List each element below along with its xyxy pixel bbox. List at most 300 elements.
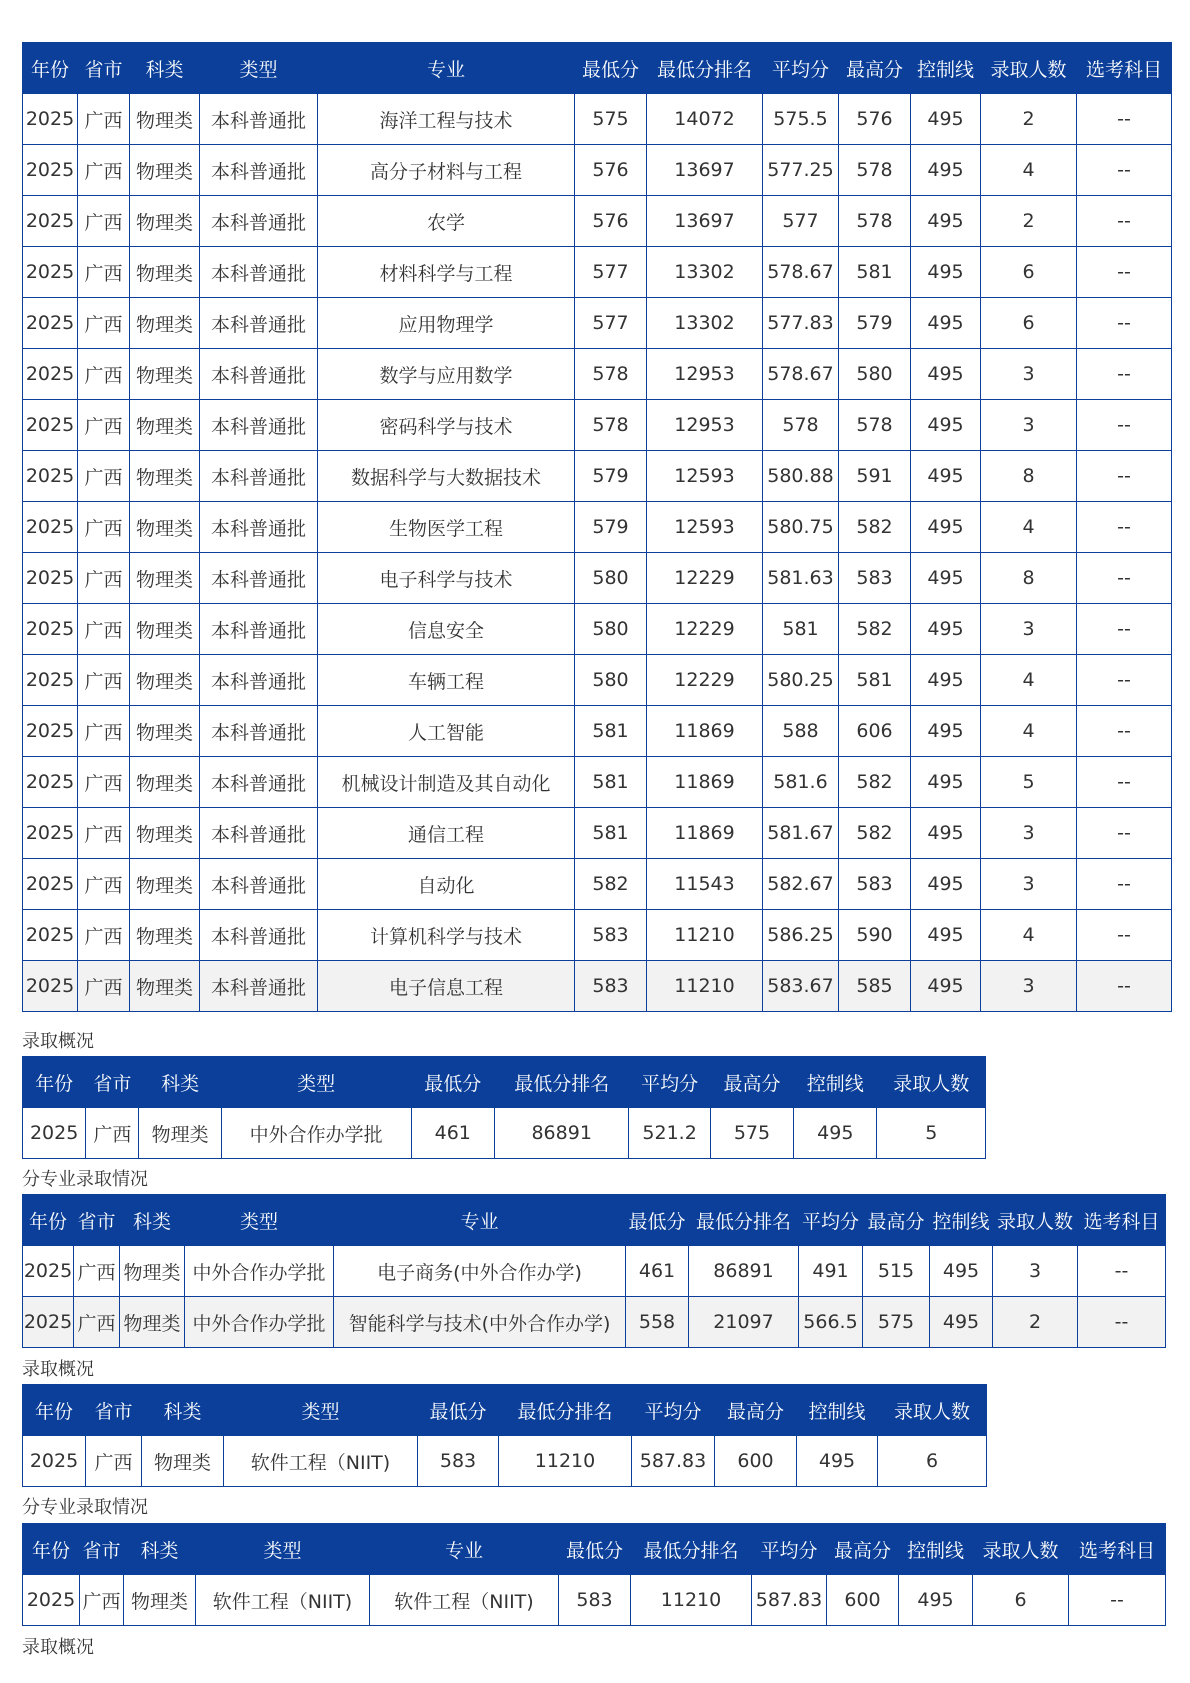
column-header: 科类 <box>130 43 200 94</box>
column-header: 年份 <box>23 1524 80 1575</box>
table-header-row <box>23 1385 987 1436</box>
table-cell: 物理类 <box>130 808 200 859</box>
column-header: 控制线 <box>794 1057 877 1108</box>
table-cell: 软件工程（NIIT) <box>370 1575 559 1626</box>
table-cell: 本科普通批 <box>200 247 318 298</box>
table-cell: -- <box>1077 859 1172 910</box>
table-cell: 578 <box>839 196 911 247</box>
column-header: 选考科目 <box>1078 1195 1166 1246</box>
table-cell: 495 <box>911 757 981 808</box>
table-cell: 广西 <box>78 655 130 706</box>
column-header: 最低分 <box>411 1057 494 1108</box>
table-cell: 12953 <box>647 400 763 451</box>
table-cell: 中外合作办学批 <box>221 1108 411 1159</box>
table-cell: 3 <box>981 400 1077 451</box>
table-cell: 物理类 <box>130 655 200 706</box>
column-header: 类型 <box>200 43 318 94</box>
column-header: 专业 <box>318 43 575 94</box>
table-cell: 558 <box>626 1297 689 1348</box>
column-header: 平均分 <box>799 1195 863 1246</box>
section-label-major-admission: 分专业录取情况 <box>22 1497 148 1518</box>
table-cell: 578.67 <box>763 349 839 400</box>
table-cell: 8 <box>981 553 1077 604</box>
table-cell: 21097 <box>689 1297 799 1348</box>
table-cell: 461 <box>626 1246 689 1297</box>
table-cell: 广西 <box>78 859 130 910</box>
table-cell: 495 <box>911 298 981 349</box>
table-cell: 2025 <box>23 349 78 400</box>
table-cell: 580 <box>575 604 647 655</box>
table-cell: 2025 <box>23 910 78 961</box>
table-cell: 583 <box>575 910 647 961</box>
table-cell: 582 <box>839 604 911 655</box>
table-cell: 14072 <box>647 94 763 145</box>
table-cell: 11210 <box>631 1575 752 1626</box>
table-cell: 11543 <box>647 859 763 910</box>
table-cell: 581 <box>763 604 839 655</box>
column-header: 最高分 <box>715 1385 797 1436</box>
table-cell: 580 <box>575 655 647 706</box>
table-cell: -- <box>1077 655 1172 706</box>
table-cell: 581 <box>575 808 647 859</box>
table-cell: 机械设计制造及其自动化 <box>318 757 575 808</box>
table-row <box>23 400 1172 451</box>
column-header: 最低分排名 <box>494 1057 629 1108</box>
column-header: 最低分 <box>559 1524 631 1575</box>
table-cell: 电子商务(中外合作办学) <box>334 1246 626 1297</box>
table-cell: 2025 <box>23 94 78 145</box>
table-cell: 11869 <box>647 808 763 859</box>
table-cell: 577 <box>575 298 647 349</box>
table-cell: 物理类 <box>130 553 200 604</box>
table-cell: 4 <box>981 145 1077 196</box>
table-cell: 通信工程 <box>318 808 575 859</box>
table-cell: 583 <box>839 859 911 910</box>
table-cell: 11210 <box>499 1436 632 1487</box>
table-cell: 2 <box>981 196 1077 247</box>
table-cell: 人工智能 <box>318 706 575 757</box>
table-cell: 生物医学工程 <box>318 502 575 553</box>
column-header: 类型 <box>224 1385 418 1436</box>
table-row <box>23 502 1172 553</box>
table-cell: 2 <box>993 1297 1078 1348</box>
table-cell: 495 <box>911 910 981 961</box>
table-cell: 515 <box>863 1246 930 1297</box>
table-cell: 495 <box>911 706 981 757</box>
table-cell: 本科普通批 <box>200 400 318 451</box>
table-cell: 中外合作办学批 <box>185 1297 334 1348</box>
table-cell: 2025 <box>23 1246 74 1297</box>
table-cell: 物理类 <box>130 859 200 910</box>
table-cell: 4 <box>981 502 1077 553</box>
table-row <box>23 859 1172 910</box>
table-row <box>23 910 1172 961</box>
table-cell: 582.67 <box>763 859 839 910</box>
table-row <box>23 1246 1166 1297</box>
table-cell: 2025 <box>23 1297 74 1348</box>
table-cell: 580.25 <box>763 655 839 706</box>
table-cell: -- <box>1077 247 1172 298</box>
table-cell: 数学与应用数学 <box>318 349 575 400</box>
column-header: 年份 <box>23 1057 86 1108</box>
table-cell: 12593 <box>647 451 763 502</box>
table-cell: 本科普通批 <box>200 298 318 349</box>
table-cell: 583 <box>559 1575 631 1626</box>
table-cell: 2025 <box>23 553 78 604</box>
table-cell: 577.83 <box>763 298 839 349</box>
table-row <box>23 655 1172 706</box>
table-cell: 本科普通批 <box>200 910 318 961</box>
table-cell: 12593 <box>647 502 763 553</box>
table-cell: 495 <box>794 1108 877 1159</box>
table-header-row <box>23 43 1172 94</box>
table-cell: 495 <box>911 961 981 1012</box>
table-cell: 3 <box>981 349 1077 400</box>
table-header-row <box>23 1524 1166 1575</box>
column-header: 最低分 <box>418 1385 499 1436</box>
table-cell: 581 <box>575 757 647 808</box>
table-cell: 2025 <box>23 1436 86 1487</box>
table-cell: 582 <box>839 757 911 808</box>
column-header: 省市 <box>78 43 130 94</box>
table-cell: 495 <box>797 1436 878 1487</box>
table-cell: 物理类 <box>130 349 200 400</box>
table-cell: 本科普通批 <box>200 145 318 196</box>
table-cell: 581 <box>575 706 647 757</box>
column-header: 最低分排名 <box>499 1385 632 1436</box>
table-cell: 8 <box>981 451 1077 502</box>
table-row <box>23 349 1172 400</box>
table-cell: 495 <box>930 1297 993 1348</box>
admission-overview-table-niit <box>22 1384 987 1487</box>
table-cell: 车辆工程 <box>318 655 575 706</box>
table-cell: -- <box>1077 706 1172 757</box>
table-cell: 本科普通批 <box>200 553 318 604</box>
table-cell: 521.2 <box>629 1108 710 1159</box>
table-cell: 495 <box>911 349 981 400</box>
table-cell: 2025 <box>23 757 78 808</box>
table-cell: 智能科学与技术(中外合作办学) <box>334 1297 626 1348</box>
table-row <box>23 757 1172 808</box>
table-cell: 576 <box>839 94 911 145</box>
table-cell: 583 <box>575 961 647 1012</box>
section-label-admission-overview: 录取概况 <box>22 1359 94 1380</box>
table-row <box>23 451 1172 502</box>
table-cell: 11869 <box>647 706 763 757</box>
table-cell: 广西 <box>78 910 130 961</box>
table-cell: 2 <box>981 94 1077 145</box>
table-cell: 578 <box>839 145 911 196</box>
table-cell: -- <box>1077 94 1172 145</box>
table-cell: 物理类 <box>130 94 200 145</box>
table-cell: 2025 <box>23 808 78 859</box>
table-row <box>23 1297 1166 1348</box>
table-cell: 580.88 <box>763 451 839 502</box>
table-cell: 2025 <box>23 502 78 553</box>
table-header-row <box>23 1195 1166 1246</box>
table-cell: 577 <box>575 247 647 298</box>
table-cell: 广西 <box>78 706 130 757</box>
table-cell: 582 <box>839 502 911 553</box>
table-cell: 495 <box>911 451 981 502</box>
table-cell: 583 <box>418 1436 499 1487</box>
table-cell: 高分子材料与工程 <box>318 145 575 196</box>
table-cell: 广西 <box>86 1108 139 1159</box>
table-cell: 3 <box>981 808 1077 859</box>
table-cell: 广西 <box>80 1575 124 1626</box>
column-header: 最高分 <box>863 1195 930 1246</box>
column-header: 选考科目 <box>1077 43 1172 94</box>
table-cell: 物理类 <box>130 757 200 808</box>
table-cell: 2025 <box>23 961 78 1012</box>
table-row <box>23 961 1172 1012</box>
table-cell: 2025 <box>23 145 78 196</box>
table-cell: 5 <box>981 757 1077 808</box>
table-cell: 农学 <box>318 196 575 247</box>
column-header: 平均分 <box>629 1057 710 1108</box>
table-cell: 数据科学与大数据技术 <box>318 451 575 502</box>
table-cell: 580 <box>575 553 647 604</box>
table-cell: -- <box>1077 910 1172 961</box>
column-header: 选考科目 <box>1069 1524 1166 1575</box>
table-cell: -- <box>1077 400 1172 451</box>
table-cell: 广西 <box>78 961 130 1012</box>
column-header: 专业 <box>370 1524 559 1575</box>
table-row <box>23 94 1172 145</box>
table-cell: 3 <box>981 604 1077 655</box>
table-cell: 587.83 <box>632 1436 715 1487</box>
table-cell: -- <box>1077 502 1172 553</box>
table-cell: 12229 <box>647 655 763 706</box>
table-cell: 本科普通批 <box>200 655 318 706</box>
table-cell: 2025 <box>23 196 78 247</box>
table-cell: 86891 <box>689 1246 799 1297</box>
table-cell: 物理类 <box>130 298 200 349</box>
table-cell: 582 <box>575 859 647 910</box>
table-cell: 566.5 <box>799 1297 863 1348</box>
major-admission-table-regular <box>22 42 1172 1012</box>
table-cell: -- <box>1077 349 1172 400</box>
table-cell: 2025 <box>23 655 78 706</box>
table-cell: 电子科学与技术 <box>318 553 575 604</box>
table-cell: 物理类 <box>130 961 200 1012</box>
column-header: 年份 <box>23 1195 74 1246</box>
column-header: 科类 <box>142 1385 224 1436</box>
table-cell: 588 <box>763 706 839 757</box>
table-cell: 电子信息工程 <box>318 961 575 1012</box>
table-cell: 本科普通批 <box>200 502 318 553</box>
table-cell: 物理类 <box>130 400 200 451</box>
table-cell: 2025 <box>23 247 78 298</box>
table-cell: 577.25 <box>763 145 839 196</box>
table-row <box>23 298 1172 349</box>
table-header-row <box>23 1057 986 1108</box>
column-header: 类型 <box>185 1195 334 1246</box>
table-cell: 577 <box>763 196 839 247</box>
column-header: 平均分 <box>632 1385 715 1436</box>
table-cell: 600 <box>827 1575 899 1626</box>
table-cell: 物理类 <box>130 145 200 196</box>
table-cell: 4 <box>981 655 1077 706</box>
column-header: 最高分 <box>710 1057 793 1108</box>
table-cell: 11869 <box>647 757 763 808</box>
table-cell: 物理类 <box>130 604 200 655</box>
table-cell: 广西 <box>78 400 130 451</box>
column-header: 录取人数 <box>981 43 1077 94</box>
table-cell: -- <box>1077 451 1172 502</box>
table-cell: 495 <box>911 808 981 859</box>
table-cell: 86891 <box>494 1108 629 1159</box>
table-cell: 578 <box>575 349 647 400</box>
column-header: 最低分 <box>575 43 647 94</box>
table-cell: 本科普通批 <box>200 859 318 910</box>
table-cell: 海洋工程与技术 <box>318 94 575 145</box>
table-row <box>23 706 1172 757</box>
admission-overview-table-sino-foreign <box>22 1056 986 1159</box>
major-admission-table-sino-foreign <box>22 1194 1166 1348</box>
table-cell: 495 <box>911 604 981 655</box>
table-cell: 本科普通批 <box>200 94 318 145</box>
table-cell: 495 <box>911 859 981 910</box>
table-cell: 广西 <box>78 808 130 859</box>
table-cell: 582 <box>839 808 911 859</box>
table-cell: 广西 <box>78 94 130 145</box>
table-cell: 12953 <box>647 349 763 400</box>
table-row <box>23 145 1172 196</box>
table-cell: 581.67 <box>763 808 839 859</box>
column-header: 年份 <box>23 43 78 94</box>
table-cell: -- <box>1078 1246 1166 1297</box>
table-cell: 本科普通批 <box>200 808 318 859</box>
table-cell: 自动化 <box>318 859 575 910</box>
column-header: 最低分排名 <box>647 43 763 94</box>
table-cell: 本科普通批 <box>200 961 318 1012</box>
table-cell: 物理类 <box>120 1246 185 1297</box>
section-label-major-admission: 分专业录取情况 <box>22 1169 148 1190</box>
table-cell: 576 <box>575 145 647 196</box>
table-cell: 物理类 <box>130 502 200 553</box>
table-cell: -- <box>1077 961 1172 1012</box>
table-cell: 3 <box>993 1246 1078 1297</box>
column-header: 省市 <box>86 1057 139 1108</box>
table-cell: -- <box>1077 808 1172 859</box>
table-cell: 物理类 <box>130 451 200 502</box>
table-cell: -- <box>1077 553 1172 604</box>
table-cell: 广西 <box>86 1436 142 1487</box>
table-cell: 461 <box>411 1108 494 1159</box>
table-cell: 本科普通批 <box>200 706 318 757</box>
table-cell: 583 <box>839 553 911 604</box>
table-cell: 600 <box>715 1436 797 1487</box>
table-cell: 495 <box>911 502 981 553</box>
column-header: 科类 <box>124 1524 196 1575</box>
table-cell: 585 <box>839 961 911 1012</box>
table-cell: 广西 <box>78 196 130 247</box>
table-cell: 广西 <box>78 553 130 604</box>
table-cell: -- <box>1077 196 1172 247</box>
column-header: 控制线 <box>911 43 981 94</box>
column-header: 省市 <box>80 1524 124 1575</box>
table-cell: 495 <box>911 247 981 298</box>
table-cell: 495 <box>899 1575 973 1626</box>
table-cell: 物理类 <box>142 1436 224 1487</box>
table-cell: 广西 <box>78 604 130 655</box>
table-row <box>23 553 1172 604</box>
column-header: 最高分 <box>827 1524 899 1575</box>
table-cell: 581.63 <box>763 553 839 604</box>
table-cell: 广西 <box>78 349 130 400</box>
major-admission-table-niit <box>22 1523 1166 1626</box>
table-cell: 495 <box>911 94 981 145</box>
table-cell: 6 <box>981 298 1077 349</box>
table-cell: -- <box>1077 145 1172 196</box>
table-cell: 本科普通批 <box>200 196 318 247</box>
table-cell: 2025 <box>23 859 78 910</box>
table-cell: -- <box>1077 604 1172 655</box>
column-header: 控制线 <box>797 1385 878 1436</box>
column-header: 最低分排名 <box>689 1195 799 1246</box>
table-cell: 575 <box>575 94 647 145</box>
table-cell: 495 <box>911 655 981 706</box>
table-cell: 本科普通批 <box>200 451 318 502</box>
column-header: 最高分 <box>839 43 911 94</box>
column-header: 平均分 <box>752 1524 827 1575</box>
table-cell: 2025 <box>23 706 78 757</box>
table-cell: 586.25 <box>763 910 839 961</box>
table-cell: 6 <box>878 1436 987 1487</box>
table-cell: 物理类 <box>130 910 200 961</box>
table-row <box>23 247 1172 298</box>
table-cell: 495 <box>911 196 981 247</box>
table-cell: 物理类 <box>130 247 200 298</box>
table-cell: 中外合作办学批 <box>185 1246 334 1297</box>
column-header: 控制线 <box>899 1524 973 1575</box>
table-cell: 12229 <box>647 553 763 604</box>
section-label-admission-overview: 录取概况 <box>22 1637 94 1658</box>
table-cell: 应用物理学 <box>318 298 575 349</box>
table-cell: 5 <box>877 1108 986 1159</box>
table-cell: 581 <box>839 655 911 706</box>
column-header: 省市 <box>86 1385 142 1436</box>
table-cell: 12229 <box>647 604 763 655</box>
table-cell: 物理类 <box>130 706 200 757</box>
table-row <box>23 1108 986 1159</box>
table-cell: 578.67 <box>763 247 839 298</box>
section-label-admission-overview: 录取概况 <box>22 1031 94 1052</box>
table-cell: 591 <box>839 451 911 502</box>
table-cell: 575.5 <box>763 94 839 145</box>
table-row <box>23 1575 1166 1626</box>
table-cell: 13697 <box>647 145 763 196</box>
table-cell: 密码科学与技术 <box>318 400 575 451</box>
table-cell: 4 <box>981 706 1077 757</box>
table-cell: -- <box>1069 1575 1166 1626</box>
table-cell: 587.83 <box>752 1575 827 1626</box>
table-cell: 13302 <box>647 298 763 349</box>
table-cell: 材料科学与工程 <box>318 247 575 298</box>
table-cell: 578 <box>839 400 911 451</box>
table-cell: 495 <box>930 1246 993 1297</box>
table-cell: 495 <box>911 145 981 196</box>
table-cell: 13697 <box>647 196 763 247</box>
column-header: 平均分 <box>763 43 839 94</box>
table-cell: 495 <box>911 553 981 604</box>
table-cell: 广西 <box>74 1246 120 1297</box>
table-cell: 广西 <box>74 1297 120 1348</box>
column-header: 录取人数 <box>973 1524 1069 1575</box>
table-cell: 579 <box>575 451 647 502</box>
table-cell: -- <box>1078 1297 1166 1348</box>
